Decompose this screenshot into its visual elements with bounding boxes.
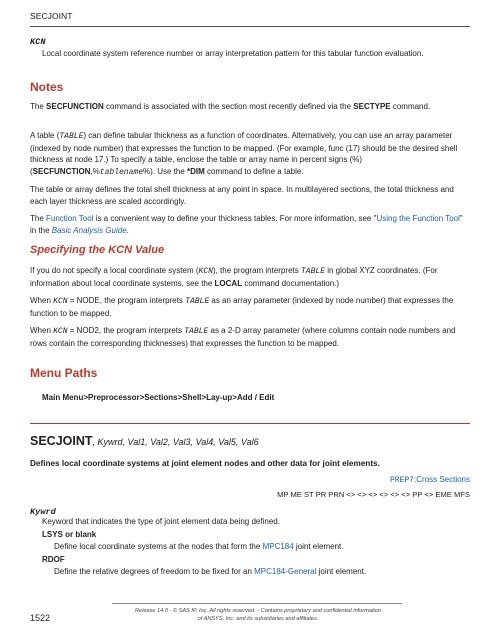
notes-heading: Notes [30,80,64,94]
footer-divider [112,603,402,604]
basic-analysis-guide-link[interactable]: Basic Analysis Guide [51,225,127,235]
command-arguments: , Kywrd, Val1, Val2, Val3, Val4, Val5, Val6 [92,437,259,447]
function-tool-link[interactable]: Function Tool [46,214,94,223]
local-link[interactable]: LOCAL [214,278,243,288]
using-function-tool-link[interactable]: Using the Function Tool [376,214,460,223]
footer-legal: Release 14.0 - © SAS IP, Inc. All rights reserved. - Contains proprietary and confidential information of ANSYS, Inc. and its subsidiaries and affiliates. [134,608,382,622]
header-divider [30,26,470,27]
notes-paragraph-2: A table (TABLE) can define tabular thickness as a function of coordinates. Alternatively, you can use an array parameter (indexed by node number) that expresses the function to be mapped. (For example, func (17) should be the desired shell thickness at node 17.) To specify a table, enclose the table or array name in percent signs (%) (SECFUNCTION,%tablename%). Use the *DIM command to define a table. [30,131,458,177]
command-name: SECJOINT [30,434,93,448]
kywrd-argument-term: Kywrd [30,507,56,517]
secfunction-command: SECFUNCTION [46,102,104,111]
notes-paragraph-4: The Function Tool is a convenient way to define your thickness tables. For more information, see "Using the Function Tool" in the Basic Analysis Guide. [30,214,463,235]
page-number: 1522 [30,613,51,623]
lsys-option-term: LSYS or blank [42,530,97,539]
prep7-link[interactable]: PREP7 [389,476,414,485]
kcn-paragraph-1: If you do not specify a local coordinate system (KCN), the program interprets TABLE in global XYZ coordinates. (For information about local coordinate systems, see the LOCAL command documentation.) [30,266,438,288]
command-description: Defines local coordinate systems at joint element nodes and other data for joint elements. [30,459,380,468]
notes-paragraph-1: The SECFUNCTION command is associated with the section most recently defined via the SECTYPE command. [30,102,431,111]
kcn-paragraph-3: When KCN = NOD2, the program interprets TABLE as a 2-D array parameter (where columns contain node numbers and rows contain the corresponding thicknesses) that expresses the function to be mapped. [30,326,456,348]
mpc184-link[interactable]: MPC184 [262,542,294,551]
processor-line: PREP7:Cross Sections [389,475,470,485]
kcn-paragraph-2: When KCN = NODE, the program interprets TABLE as an array parameter (indexed by node number) that expresses the function to be mapped. [30,296,454,318]
cross-sections-link[interactable]: Cross Sections [416,475,470,484]
kcn-argument-description: Local coordinate system reference number or array interpretation pattern for this tabular function evaluation. [42,49,424,58]
rdof-option-term: RDOF [42,555,65,564]
kywrd-argument-description: Keyword that indicates the type of joint element data being defined. [42,517,280,526]
notes-paragraph-3: The table or array defines the total shell thickness at any point in space. In multilayered sections, the total thickness and each layer thickness are scaled accordingly. [30,185,454,206]
kcn-argument-term: KCN [30,37,46,47]
menu-path: Main Menu>Preprocessor>Sections>Shell>Lay-up>Add / Edit [42,393,275,402]
sectype-link[interactable]: SECTYPE [353,102,391,111]
kcn-section-heading: Specifying the KCN Value [30,244,165,256]
rdof-option-description: Define the relative degrees of freedom to be fixed for an MPC184-General joint element. [54,567,367,576]
lsys-option-description: Define local coordinate systems at the nodes that form the MPC184 joint element. [54,542,344,551]
command-divider [30,423,470,424]
secjoint-command-title [30,434,259,448]
dim-link[interactable]: *DIM [187,166,205,176]
product-list: MP ME ST PR PRN <> <> <> <> <> <> PP <> EME MFS [277,490,470,499]
menu-paths-heading: Menu Paths [30,366,98,380]
mpc184-general-link[interactable]: MPC184-General [254,567,317,576]
running-header: SECJOINT [30,11,73,21]
